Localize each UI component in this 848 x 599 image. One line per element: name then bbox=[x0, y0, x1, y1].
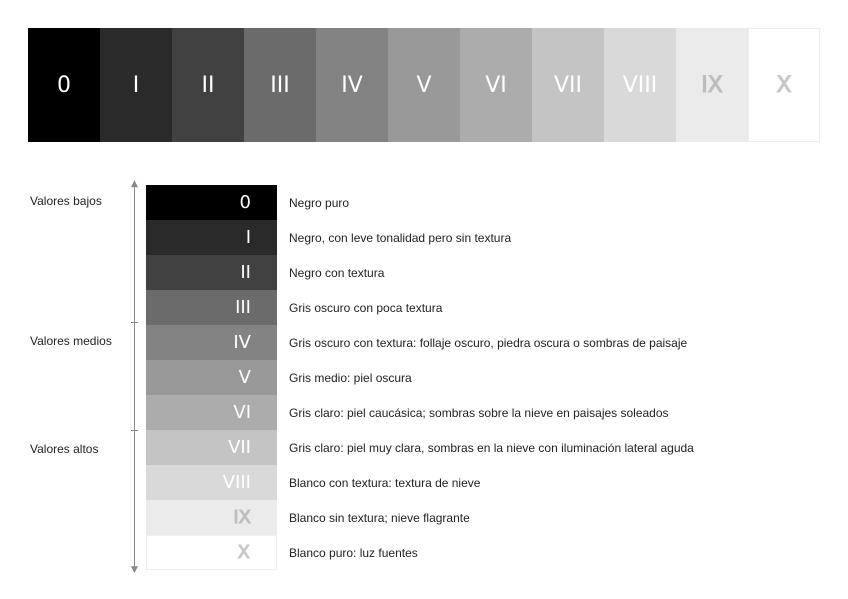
scale-row-3 bbox=[146, 290, 277, 325]
arrow-up-icon: ▲ bbox=[131, 179, 138, 189]
group-label-mid: Valores medios bbox=[30, 334, 112, 348]
scale-row-10 bbox=[146, 535, 277, 570]
group-label-low: Valores bajos bbox=[30, 194, 102, 208]
zone-swatch-10 bbox=[748, 28, 820, 142]
scale-row-2 bbox=[146, 255, 277, 290]
scale-row-0 bbox=[146, 185, 277, 220]
scale-numeral: III bbox=[235, 297, 251, 318]
zone-description: Negro, con leve tonalidad pero sin textura bbox=[289, 230, 512, 245]
scale-row-9 bbox=[146, 500, 277, 535]
scale-numeral: V bbox=[238, 367, 251, 388]
scale-numeral: IX bbox=[233, 507, 251, 528]
scale-numeral: IV bbox=[233, 332, 251, 353]
scale-numeral: VII bbox=[228, 437, 251, 458]
zone-swatch-6 bbox=[460, 28, 532, 142]
axis-divider-tick bbox=[131, 322, 138, 323]
zone-swatch-4 bbox=[316, 28, 388, 142]
scale-numeral: I bbox=[245, 227, 251, 248]
zone-numeral: II bbox=[201, 72, 215, 98]
group-label-high: Valores altos bbox=[30, 442, 99, 456]
scale-numeral: X bbox=[237, 542, 250, 563]
zone-numeral: 0 bbox=[57, 72, 71, 98]
zone-numeral: V bbox=[416, 72, 432, 98]
scale-row-7 bbox=[146, 430, 277, 465]
arrow-down-icon: ▼ bbox=[131, 565, 138, 575]
zone-description: Gris claro: piel muy clara, sombras en la nieve con iluminación lateral aguda bbox=[289, 440, 694, 455]
zone-description: Blanco sin textura; nieve flagrante bbox=[289, 510, 470, 525]
zone-numeral: VII bbox=[553, 72, 583, 98]
zone-swatch-7 bbox=[532, 28, 604, 142]
zone-description: Negro puro bbox=[289, 195, 350, 210]
zone-numeral: III bbox=[270, 72, 290, 98]
zone-scale-column bbox=[146, 185, 277, 570]
zone-swatch-0 bbox=[28, 28, 100, 142]
zone-swatch-9 bbox=[676, 28, 748, 142]
scale-row-1 bbox=[146, 220, 277, 255]
zone-swatch-5 bbox=[388, 28, 460, 142]
zone-description: Blanco puro: luz fuentes bbox=[289, 545, 418, 560]
zone-numeral: VIII bbox=[622, 72, 658, 98]
zone-swatch-1 bbox=[100, 28, 172, 142]
zone-numeral: VI bbox=[485, 72, 507, 98]
axis-divider-tick bbox=[131, 430, 138, 431]
zone-numeral: IV bbox=[341, 72, 363, 98]
zone-numeral: I bbox=[132, 72, 140, 98]
zone-description: Gris oscuro con textura: follaje oscuro, piedra oscura o sombras de paisaje bbox=[289, 335, 688, 350]
scale-row-5 bbox=[146, 360, 277, 395]
zone-description: Gris oscuro con poca textura bbox=[289, 300, 443, 315]
scale-numeral: VI bbox=[233, 402, 251, 423]
zone-description: Negro con textura bbox=[289, 265, 385, 280]
scale-row-4 bbox=[146, 325, 277, 360]
zone-strip bbox=[28, 28, 820, 142]
zone-numeral: IX bbox=[701, 72, 723, 98]
scale-numeral: II bbox=[240, 262, 251, 283]
scale-row-8 bbox=[146, 465, 277, 500]
scale-numeral: 0 bbox=[239, 192, 251, 213]
zone-swatch-2 bbox=[172, 28, 244, 142]
scale-row-6 bbox=[146, 395, 277, 430]
zone-description: Gris medio: piel oscura bbox=[289, 370, 412, 385]
zone-description: Gris claro: piel caucásica; sombras sobre la nieve en paisajes soleados bbox=[289, 405, 669, 420]
scale-numeral: VIII bbox=[222, 472, 251, 493]
zone-swatch-8 bbox=[604, 28, 676, 142]
zone-swatch-3 bbox=[244, 28, 316, 142]
zone-numeral: X bbox=[776, 72, 792, 98]
zone-description: Blanco con textura: textura de nieve bbox=[289, 475, 481, 490]
value-axis-line bbox=[134, 183, 135, 571]
